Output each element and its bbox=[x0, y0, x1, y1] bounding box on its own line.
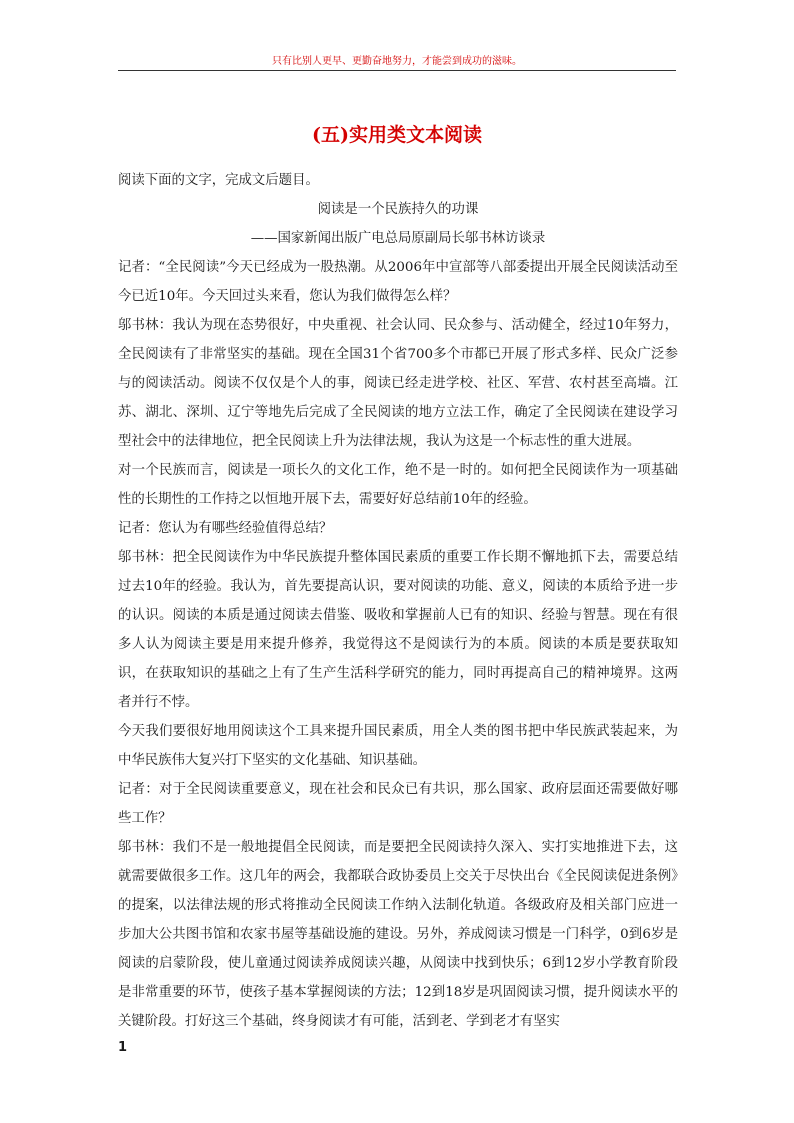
paragraph-1: 记者：“全民阅读”今天已经成为一股热潮。从2006年中宣部等八部委提出开展全民阅读活动至今已近10年。今天回过头来看，您认为我们做得怎么样？ bbox=[118, 260, 678, 304]
paragraph-2: 邬书林：我认为现在态势很好，中央重视、社会认同、民众参与、活动健全，经过10年努力，全民阅读有了非常坚实的基础。现在全国31个省700多个市都已开展了形式多样、民众广泛参与的阅读活动。阅读不仅仅是个人的事，阅读已经走进学校、社区、军营、农村甚至高墙。江苏、湖北、深圳、辽宁等地先后完成了全民阅读的地方立法工作，确定了全民阅读在建设学习型社会中的法律地位，把全民阅读上升为法律法规，我认为这是一个标志性的重大进展。 bbox=[118, 318, 678, 449]
paragraph-3: 对一个民族而言，阅读是一项长久的文化工作，绝不是一时的。如何把全民阅读作为一项基础性的长期性的工作持之以恒地开展下去，需要好好总结前10年的经验。 bbox=[118, 463, 678, 507]
paragraph-7: 记者：对于全民阅读重要意义，现在社会和民众已有共识，那么国家、政府层面还需要做好哪些工作？ bbox=[118, 782, 678, 826]
header-motto: 只有比别人更早、更勤奋地努力，才能尝到成功的滋味。 bbox=[272, 56, 522, 67]
paragraph-4: 记者：您认为有哪些经验值得总结？ bbox=[118, 521, 333, 536]
instruction-text: 阅读下面的文字，完成文后题目。 bbox=[118, 173, 319, 188]
article-subtitle: ——国家新闻出版广电总局原副局长邬书林访谈录 bbox=[250, 231, 546, 246]
header-divider bbox=[118, 70, 676, 71]
page-number: 1 bbox=[118, 1040, 128, 1055]
page-title: (五)实用类文本阅读 bbox=[312, 124, 482, 146]
document-body bbox=[118, 166, 678, 1036]
paragraph-8: 邬书林：我们不是一般地提倡全民阅读，而是要把全民阅读持久深入、实打实地推进下去，这就需要做很多工作。这几年的两会，我都联合政协委员上交关于尽快出台《全民阅读促进条例》的提案，以法律法规的形式将推动全民阅读工作纳入法制化轨道。各级政府及相关部门应进一步加大公共图书馆和农家书屋等基础设施的建设。另外，养成阅读习惯是一门科学，0到6岁是阅读的启蒙阶段，使儿童通过阅读养成阅读兴趣，从阅读中找到快乐；6到12岁小学教育阶段是非常重要的环节，使孩子基本掌握阅读的方法；12到18岁是巩固阅读习惯，提升阅读水平的关键阶段。打好这三个基础，终身阅读才有可能，活到老、学到老才有坚实 bbox=[118, 840, 678, 1029]
article-title: 阅读是一个民族持久的功课 bbox=[317, 202, 479, 217]
paragraph-5: 邬书林：把全民阅读作为中华民族提升整体国民素质的重要工作长期不懈地抓下去，需要总结过去10年的经验。我认为，首先要提高认识，要对阅读的功能、意义，阅读的本质给予进一步的认识。阅读的本质是通过阅读去借鉴、吸收和掌握前人已有的知识、经验与智慧。现在有很多人认为阅读主要是用来提升修养，我觉得这不是阅读行为的本质。阅读的本质是要获取知识，在获取知识的基础之上有了生产生活科学研究的能力，同时再提高自己的精神境界。这两者并行不悖。 bbox=[118, 550, 678, 710]
paragraph-6: 今天我们要很好地用阅读这个工具来提升国民素质，用全人类的图书把中华民族武装起来，为中华民族伟大复兴打下坚实的文化基础、知识基础。 bbox=[118, 724, 678, 768]
